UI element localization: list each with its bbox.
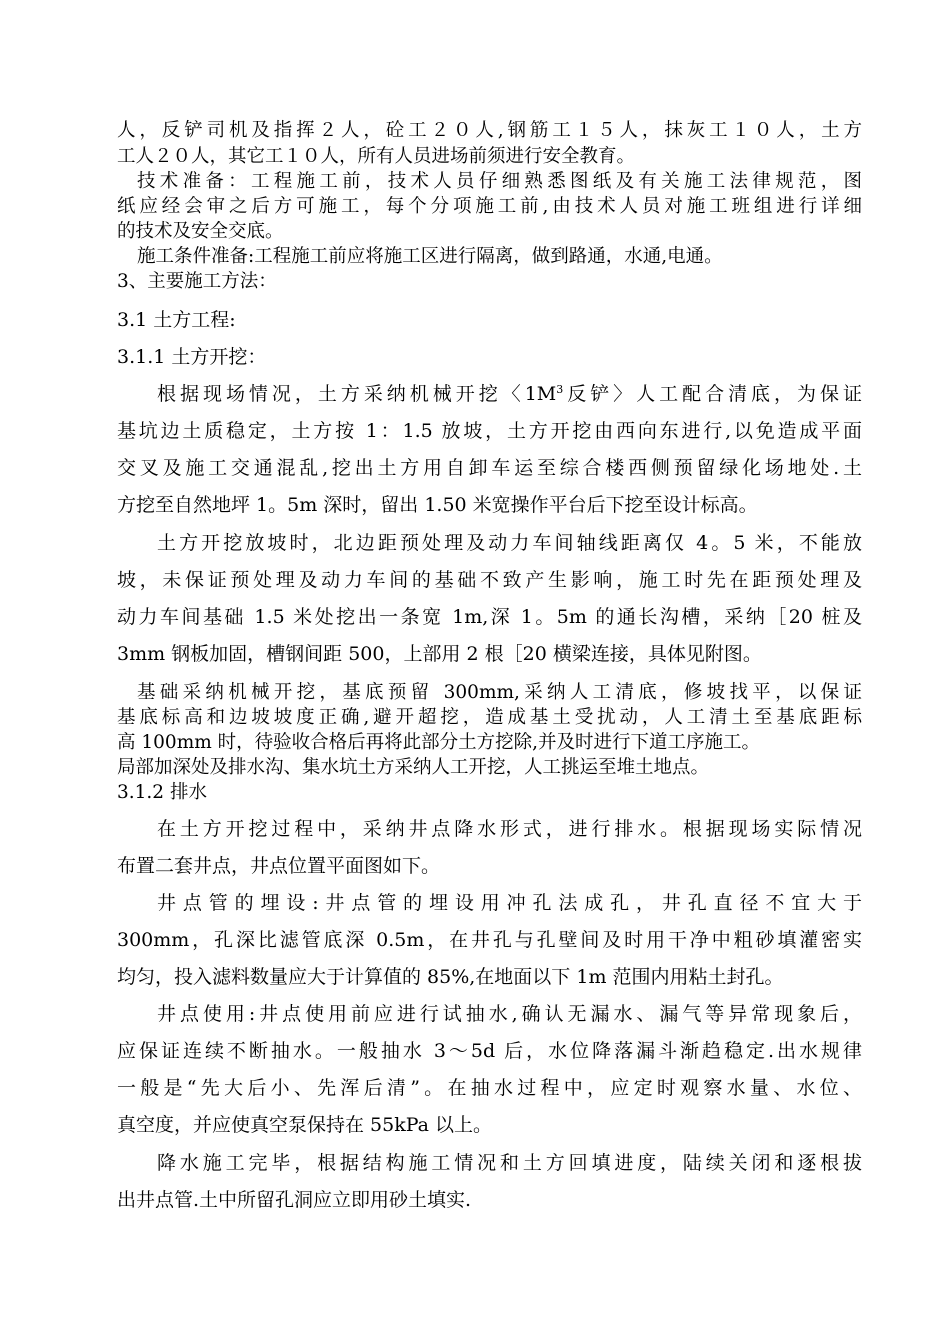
- paragraph-line: 降水施工完毕，根据结构施工情况和土方回填进度，陆续关闭和逐根拔: [157, 1152, 862, 1174]
- paragraph-line: 真空度，并应使真空泵保持在 55kPa 以上。: [117, 1114, 493, 1136]
- paragraph-line: 基底标高和边坡坡度正确,避开超挖，造成基土受扰动，人工清土至基底距标: [117, 707, 862, 728]
- paragraph-line: 井点使用:井点使用前应进行试抽水,确认无漏水、漏气等异常现象后，: [157, 1003, 862, 1025]
- section-heading-3-1: 3.1 土方工程:: [117, 309, 236, 331]
- paragraph-line: 井点管的埋设:井点管的埋设用冲孔法成孔，井孔直径不宜大于: [157, 892, 862, 914]
- paragraph-line: 高 100mm 时，待验收合格后再将此部分土方挖除,并及时进行下道工序施工。: [117, 732, 761, 753]
- text-line: 工人２０人，其它工１０人，所有人员进场前须进行安全教育。: [117, 146, 636, 167]
- paragraph-line: 应保证连续不断抽水。一般抽水 3～5d 后，水位降落漏斗渐趋稳定.出水规律: [117, 1040, 862, 1062]
- paragraph-line: 根据现场情况，土方采纳机械开挖〈$1M^3$反铲〉人工配合清底，为保证: [157, 383, 862, 405]
- paragraph-line: 均匀，投入滤料数量应大于计算值的 85%,在地面以下 1m 范围内用粘土封孔。: [117, 966, 784, 988]
- paragraph-line: 出井点管.土中所留孔洞应立即用砂土填实.: [117, 1189, 472, 1211]
- paragraph-line: 300mm，孔深比滤管底深 0.5m，在井孔与孔壁间及时用干净中粗砂填灌密实: [117, 929, 862, 951]
- paragraph-line: 土方开挖放坡时，北边距预处理及动力车间轴线距离仅 4。5 米，不能放: [157, 532, 862, 554]
- paragraph-line: 一般是“先大后小、先浑后清”。在抽水过程中，应定时观察水量、水位、: [117, 1077, 862, 1099]
- paragraph-line: 布置二套井点，井点位置平面图如下。: [117, 855, 441, 877]
- text-line: 施工条件准备:工程施工前应将施工区进行隔离，做到路通，水通,电通。: [137, 246, 723, 267]
- paragraph-line: 交叉及施工交通混乱,挖出土方用自卸车运至综合楼西侧预留绿化场地处.土: [117, 457, 862, 479]
- paragraph-line: 3mm 钢板加固，槽钢间距 500，上部用 2 根［20 横梁连接，具体见附图。: [117, 643, 762, 665]
- section-heading-3-1-1: 3.1.1 土方开挖：: [117, 346, 267, 368]
- paragraph-line: 坡，未保证预处理及动力车间的基础不致产生影响，施工时先在距预处理及: [117, 569, 862, 591]
- paragraph-line: 局部加深处及排水沟、集水坑土方采纳人工开挖，人工挑运至堆土地点。: [117, 757, 710, 778]
- paragraph-line: 方挖至自然地坪 1。5m 深时，留出 1.50 米宽操作平台后下挖至设计标高。: [117, 494, 758, 516]
- paragraph-line: 动力车间基础 1.5 米处挖出一条宽 1m,深 1。5m 的通长沟槽，采纳［20 桩及: [117, 606, 862, 628]
- section-heading-3-1-2: 3.1.2 排水: [117, 782, 207, 803]
- text-line: 的技术及安全交底。: [117, 221, 284, 242]
- paragraph-line: 在土方开挖过程中，采纳井点降水形式，进行排水。根据现场实际情况: [157, 818, 862, 840]
- text-line: 技术准备：工程施工前，技术人员仔细熟悉图纸及有关施工法律规范，图: [137, 171, 862, 192]
- paragraph-line: 基坑边土质稳定，土方按 1：1.5 放坡，土方开挖由西向东进行,以免造成平面: [117, 420, 862, 442]
- text-line: 纸应经会审之后方可施工，每个分项施工前,由技术人员对施工班组进行详细: [117, 196, 862, 217]
- text-line: 人，反铲司机及指挥２人，砼工２０人,钢筋工１５人，抹灰工１０人，土方: [117, 120, 862, 141]
- paragraph-line: 基础采纳机械开挖，基底预留 300mm,采纳人工清底，修坡找平，以保证: [137, 682, 862, 703]
- section-heading: 3、主要施工方法：: [117, 271, 277, 292]
